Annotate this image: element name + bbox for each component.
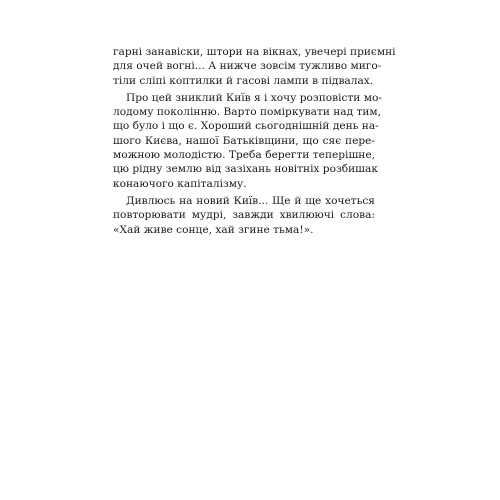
text-line: шого Києва, нашої Батьківщини, що сяє пере- (113, 134, 375, 147)
text-line: Про цей зниклий Київ я і хочу розповісти мо- (126, 91, 382, 104)
text-line: «Хай живе сонце, хай згине тьма!». (113, 223, 314, 236)
body-text (113, 45, 396, 240)
text-line: лодому поколінню. Варто поміркувати над тим, (113, 106, 382, 119)
text-line: Дивлюсь на новий Київ... Ще й ще хочеться (126, 194, 375, 207)
text-line: для очей вогні... А нижче зовсім тужливо миго- (113, 60, 382, 73)
paragraph-2 (113, 91, 382, 191)
text-line: гарні занавіски, штори на вікнах, увечері приємні (113, 46, 396, 58)
text-line: можною молодістю. Треба берегти теперішне, (113, 149, 375, 162)
text-line: що було і що є. Хороший сьогоднішній день на- (113, 120, 379, 133)
text-line: тіли сліпі коптилки й гасові лампи в підвалах. (113, 74, 374, 87)
paragraph-1 (113, 45, 396, 88)
text-line: цю рідну землю від зазіхань новітніх розбишак (113, 163, 378, 176)
paragraph-3 (113, 194, 375, 237)
text-line: конаючого капіталізму. (113, 177, 247, 190)
text-line: повторювати мудрі, завжди хвилюючі слова: (113, 209, 375, 222)
